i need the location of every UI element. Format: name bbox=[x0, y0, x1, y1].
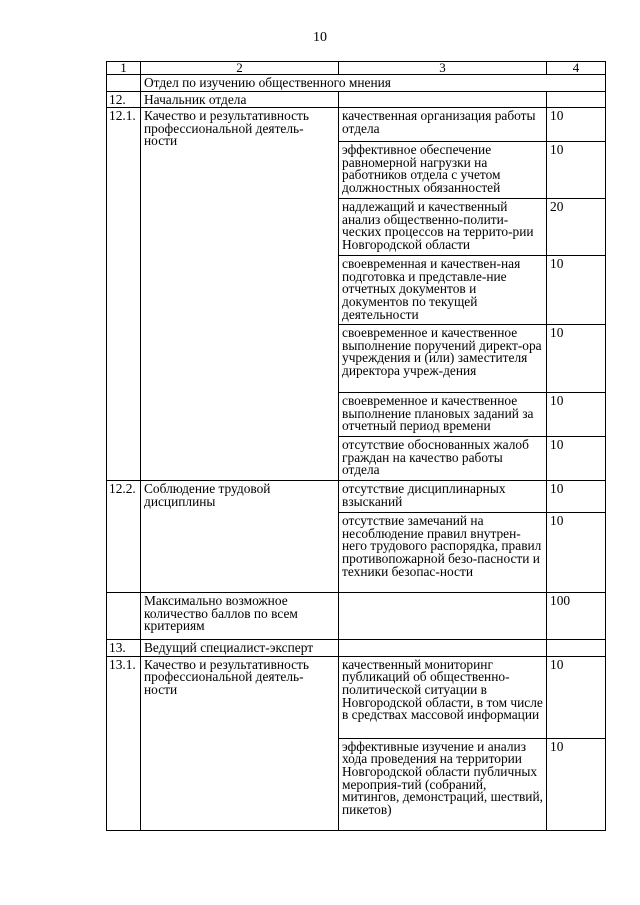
row-number: 13.1. bbox=[107, 656, 141, 830]
table-row bbox=[107, 91, 606, 108]
indicator-text: эффективное обеспечение равномерной нагрузки на работников отдела с учетом должностных обязанностей bbox=[339, 142, 547, 199]
criteria-table bbox=[106, 61, 606, 831]
points-value: 10 bbox=[547, 437, 606, 481]
position-title: Ведущий специалист-эксперт bbox=[141, 640, 339, 657]
department-title: Отдел по изучению общественного мнения bbox=[141, 75, 606, 92]
table-row bbox=[107, 593, 606, 640]
points-value: 10 bbox=[547, 481, 606, 513]
points-value: 10 bbox=[547, 256, 606, 325]
table-row bbox=[107, 481, 606, 513]
points-value: 10 bbox=[547, 738, 606, 830]
row-number: 13. bbox=[107, 640, 141, 657]
indicator-text: своевременное и качественное выполнение плановых заданий за отчетный период времени bbox=[339, 393, 547, 437]
points-value: 10 bbox=[547, 513, 606, 593]
points-value: 10 bbox=[547, 325, 606, 393]
criterion-title: Соблюдение трудовой дисциплины bbox=[141, 481, 339, 593]
indicator-text: своевременное и качественное выполнение поручений директ-ора учреждения и (или) заместителя директора учреж-дения bbox=[339, 325, 547, 393]
max-score-label: Максимально возможное количество баллов по всем критериям bbox=[141, 593, 339, 640]
points-value: 10 bbox=[547, 393, 606, 437]
points-value: 20 bbox=[547, 199, 606, 256]
row-number: 12.1. bbox=[107, 108, 141, 481]
max-score-value: 100 bbox=[547, 593, 606, 640]
page-number: 10 bbox=[313, 30, 327, 45]
table-row bbox=[107, 75, 606, 92]
indicator-text: отсутствие дисциплинарных взысканий bbox=[339, 481, 547, 513]
points-value: 10 bbox=[547, 108, 606, 142]
indicator-text: отсутствие обоснованных жалоб граждан на качество работы отдела bbox=[339, 437, 547, 481]
indicator-text: качественный мониторинг публикаций об общественно-политической ситуации в Новгородской области, в том числе в средствах массовой информации bbox=[339, 656, 547, 738]
table-header-row bbox=[107, 62, 606, 75]
header-col-2: 2 bbox=[141, 62, 339, 75]
position-title: Начальник отдела bbox=[141, 91, 339, 108]
header-col-1: 1 bbox=[107, 62, 141, 75]
row-number: 12.2. bbox=[107, 481, 141, 593]
indicator-text: качественная организация работы отдела bbox=[339, 108, 547, 142]
table-row bbox=[107, 656, 606, 738]
header-col-3: 3 bbox=[339, 62, 547, 75]
points-value: 10 bbox=[547, 142, 606, 199]
table-row bbox=[107, 640, 606, 657]
indicator-text: отсутствие замечаний на несоблюдение правил внутрен-него трудового распорядка, правил противопожарной безо-пасности и техники безопас-ности bbox=[339, 513, 547, 593]
indicator-text: эффективные изучение и анализ хода проведения на территории Новгородской области публичных мероприя-тий (собраний, митингов, демонстраций, шествий, пикетов) bbox=[339, 738, 547, 830]
criterion-title: Качество и результативность профессиональной деятель-ности bbox=[141, 656, 339, 830]
indicator-text: своевременная и качествен-ная подготовка и представле-ние отчетных документов и документов по текущей деятельности bbox=[339, 256, 547, 325]
row-number: 12. bbox=[107, 91, 141, 108]
header-col-4: 4 bbox=[547, 62, 606, 75]
criterion-title: Качество и результативность профессиональной деятель-ности bbox=[141, 108, 339, 481]
table-row bbox=[107, 108, 606, 142]
points-value: 10 bbox=[547, 656, 606, 738]
indicator-text: надлежащий и качественный анализ общественно-полити-ческих процессов на террито-рии Новгородской области bbox=[339, 199, 547, 256]
